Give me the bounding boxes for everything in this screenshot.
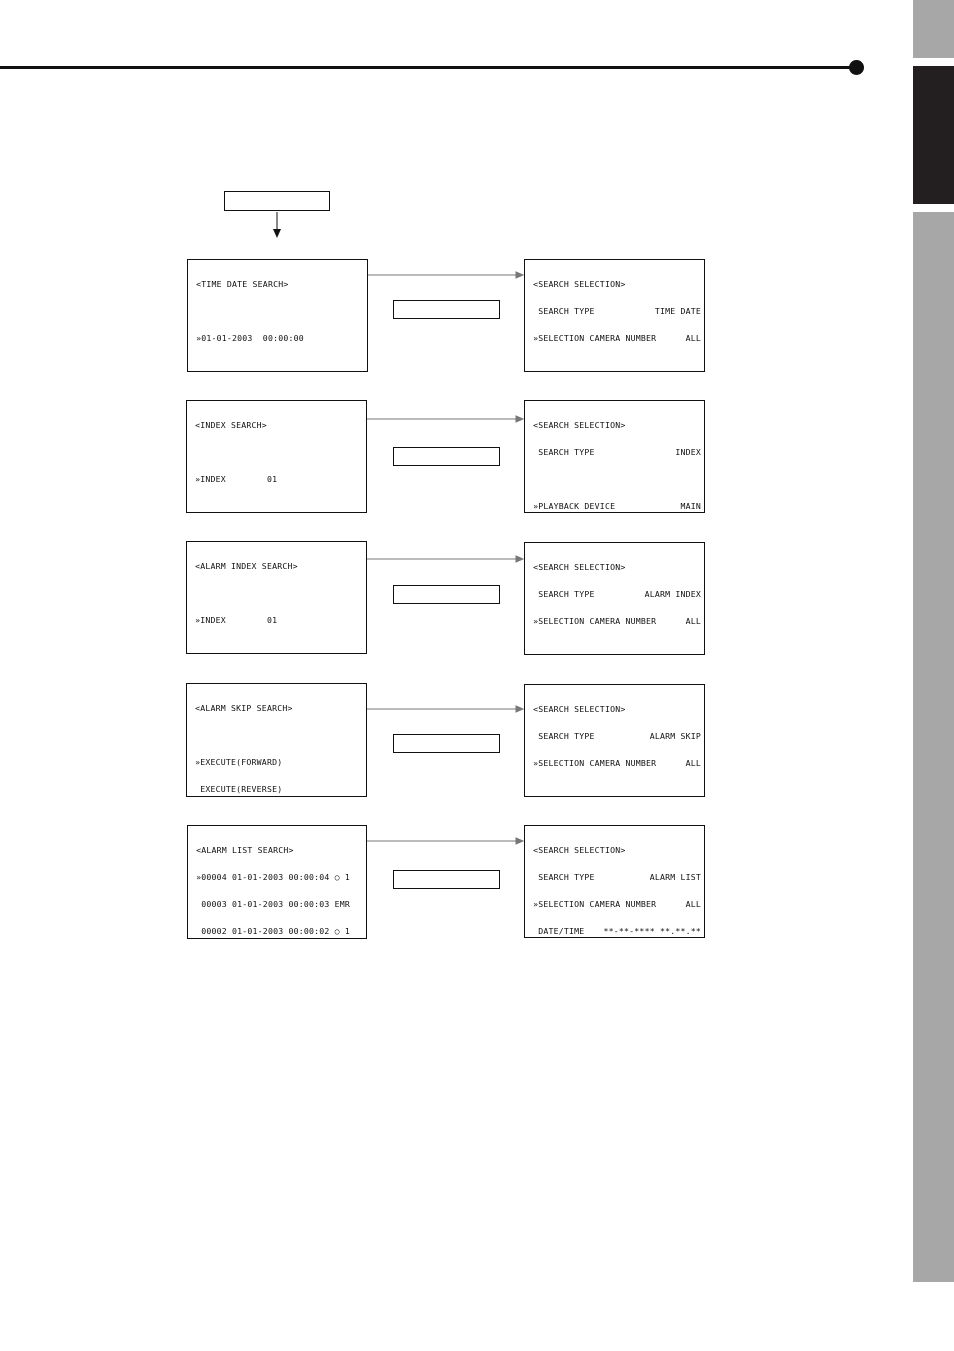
screen-line: <ALARM LIST SEARCH> <box>191 845 294 855</box>
time-date-search-screen <box>187 259 368 372</box>
screen-line: »EXECUTE(FORWARD) <box>190 757 283 767</box>
alarm-index-search-screen <box>186 541 367 654</box>
screen-line: SEARCH TYPE ALARM INDEX <box>528 589 701 599</box>
screen-line: SEARCH TYPE INDEX <box>528 447 701 457</box>
screen-line <box>528 475 701 484</box>
screen-line <box>191 307 364 316</box>
screen-line <box>190 589 363 598</box>
screen-line <box>528 361 701 370</box>
screen-line: <INDEX SEARCH> <box>190 420 267 430</box>
screen-line: <SEARCH SELECTION> <box>528 845 626 855</box>
screen-line: »PLAYBACK DEVICE MAIN <box>528 501 701 511</box>
screen-line <box>191 361 364 370</box>
screen-line: 00002 01-01-2003 00:00:02 ○ 1 <box>191 926 351 936</box>
screen-line: SEARCH TYPE ALARM SKIP <box>528 731 701 741</box>
screen-line <box>190 731 363 740</box>
screen-line <box>528 644 701 653</box>
alarm-list-search-screen <box>187 825 367 939</box>
screen-line: SEARCH TYPE TIME DATE <box>528 306 701 316</box>
screen-line: »00004 01-01-2003 00:00:04 ○ 1 <box>191 872 351 882</box>
screen-line: »SELECTION CAMERA NUMBER ALL <box>528 758 701 768</box>
screen-line: »SELECTION CAMERA NUMBER ALL <box>528 899 701 909</box>
search-selection-screen <box>524 542 705 655</box>
screen-line: <SEARCH SELECTION> <box>528 562 626 572</box>
operation-label-box <box>393 300 500 319</box>
alarm-skip-search-screen <box>186 683 367 797</box>
screen-line: <ALARM SKIP SEARCH> <box>190 703 293 713</box>
screen-line: »01-01-2003 00:00:00 <box>191 333 304 343</box>
screen-line: <TIME DATE SEARCH> <box>191 279 289 289</box>
screen-line <box>190 643 363 652</box>
screen-line: <SEARCH SELECTION> <box>528 420 626 430</box>
screen-line: 00003 01-01-2003 00:00:03 EMR <box>191 899 351 909</box>
screen-line: <SEARCH SELECTION> <box>528 704 626 714</box>
search-selection-screen <box>524 259 705 372</box>
operation-label-box <box>393 585 500 604</box>
screen-line: »SELECTION CAMERA NUMBER ALL <box>528 333 701 343</box>
screen-line: DATE/TIME **-**-**** **.**.** <box>528 926 701 936</box>
operation-label-box <box>393 870 500 889</box>
screen-line <box>190 502 363 511</box>
screen-line: »INDEX 01 <box>190 615 278 625</box>
screen-line <box>528 786 701 795</box>
search-selection-screen <box>524 684 705 797</box>
search-selection-screen <box>524 400 705 513</box>
index-search-screen <box>186 400 367 513</box>
screen-line: SEARCH TYPE ALARM LIST <box>528 872 701 882</box>
screen-line: »SELECTION CAMERA NUMBER ALL <box>528 616 701 626</box>
search-selection-screen <box>524 825 705 938</box>
screen-line: <ALARM INDEX SEARCH> <box>190 561 298 571</box>
screen-line: »INDEX 01 <box>190 474 278 484</box>
screen-line: <SEARCH SELECTION> <box>528 279 626 289</box>
operation-label-box <box>393 734 500 753</box>
operation-label-box <box>393 447 500 466</box>
screen-line: EXECUTE(REVERSE) <box>190 784 283 794</box>
screen-line <box>190 448 363 457</box>
